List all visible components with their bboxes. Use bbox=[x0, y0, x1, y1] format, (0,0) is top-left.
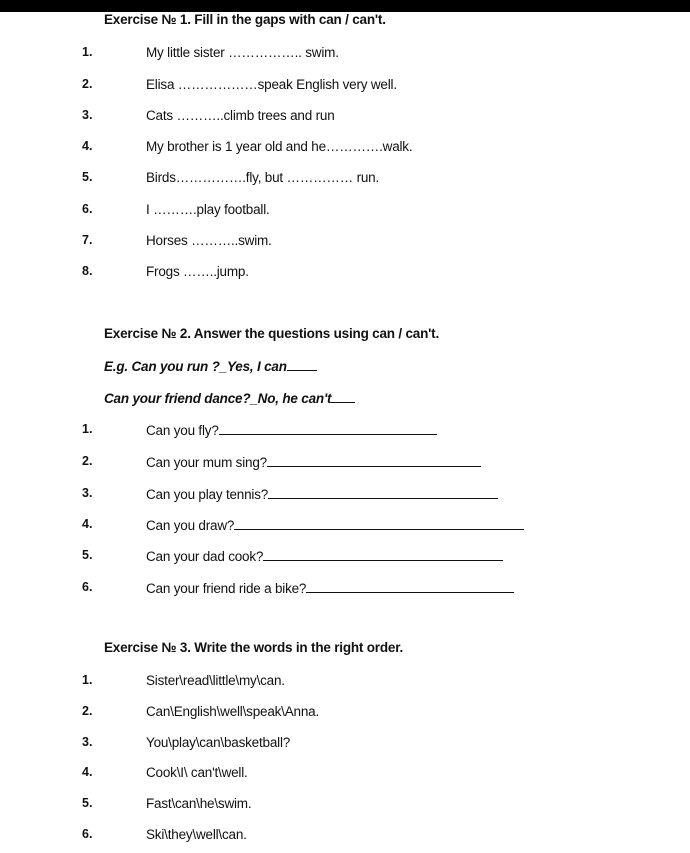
ex1-item bbox=[0, 264, 690, 284]
example-1-text: E.g. Can you run ?_Yes, I can bbox=[104, 359, 287, 374]
item-number: 3. bbox=[82, 486, 93, 500]
ex1-item bbox=[0, 233, 690, 253]
ex2-item bbox=[0, 486, 690, 506]
ex1-item bbox=[0, 139, 690, 159]
exercise-2-heading: Exercise № 2. Answer the questions using can / can't. bbox=[104, 326, 440, 341]
item-text: Ski\they\well\can. bbox=[146, 827, 247, 842]
item-number: 8. bbox=[82, 264, 93, 278]
item-number: 5. bbox=[82, 548, 93, 562]
item-text: Fast\can\he\swim. bbox=[146, 796, 252, 811]
example-line-1 bbox=[104, 358, 317, 374]
item-number: 2. bbox=[82, 454, 93, 468]
question-text: Can your friend ride a bike? bbox=[146, 581, 307, 596]
item-text: Can\English\well\speak\Anna. bbox=[146, 704, 320, 719]
question-text: Can you play tennis? bbox=[146, 487, 269, 502]
example-2-text: Can your friend dance?_No, he can't bbox=[104, 391, 332, 406]
ex1-item bbox=[0, 77, 690, 97]
item-number: 4. bbox=[82, 139, 93, 153]
ex1-item bbox=[0, 45, 690, 65]
item-text: Cook\I\ can't\well. bbox=[146, 765, 248, 780]
item-number: 2. bbox=[82, 77, 93, 91]
ex2-item bbox=[0, 580, 690, 600]
ex3-item bbox=[0, 735, 690, 755]
ex2-item bbox=[0, 454, 690, 474]
ex3-item bbox=[0, 827, 690, 847]
answer-line[interactable] bbox=[219, 422, 437, 435]
item-number: 6. bbox=[82, 827, 93, 841]
ex1-item bbox=[0, 202, 690, 222]
item-text: My little sister …………….. swim. bbox=[146, 45, 339, 60]
item-text: My brother is 1 year old and he………….walk. bbox=[146, 139, 413, 154]
item-number: 1. bbox=[82, 673, 93, 687]
item-text: You\play\can\basketball? bbox=[146, 735, 291, 750]
answer-line[interactable] bbox=[234, 517, 524, 530]
ex3-item bbox=[0, 765, 690, 785]
ex2-item bbox=[0, 422, 690, 442]
item-number: 4. bbox=[82, 517, 93, 531]
item-number: 4. bbox=[82, 765, 93, 779]
question-text: Can your dad cook? bbox=[146, 549, 264, 564]
item-number: 6. bbox=[82, 580, 93, 594]
exercise-3-heading: Exercise № 3. Write the words in the right order. bbox=[104, 640, 404, 655]
item-number: 3. bbox=[82, 735, 93, 749]
answer-underline bbox=[331, 390, 355, 403]
item-number: 3. bbox=[82, 108, 93, 122]
answer-line[interactable] bbox=[267, 454, 481, 467]
item-text: Frogs ……..jump. bbox=[146, 264, 249, 279]
question-text: Can your mum sing? bbox=[146, 455, 267, 470]
ex2-item bbox=[0, 548, 690, 568]
item-number: 1. bbox=[82, 422, 93, 436]
item-number: 5. bbox=[82, 796, 93, 810]
item-text: Horses ………..swim. bbox=[146, 233, 272, 248]
ex2-item bbox=[0, 517, 690, 537]
answer-underline bbox=[287, 358, 317, 371]
item-number: 7. bbox=[82, 233, 93, 247]
ex3-item bbox=[0, 673, 690, 693]
top-black-bar bbox=[0, 0, 690, 12]
item-number: 1. bbox=[82, 45, 93, 59]
item-text: Sister\read\little\my\can. bbox=[146, 673, 285, 688]
item-number: 6. bbox=[82, 202, 93, 216]
answer-line[interactable] bbox=[268, 486, 498, 499]
answer-line[interactable] bbox=[263, 548, 503, 561]
question-text: Can you fly? bbox=[146, 423, 219, 438]
item-number: 2. bbox=[82, 704, 93, 718]
answer-line[interactable] bbox=[306, 580, 514, 593]
item-text: I ……….play football. bbox=[146, 202, 270, 217]
item-number: 5. bbox=[82, 170, 93, 184]
example-line-2 bbox=[104, 390, 355, 406]
ex3-item bbox=[0, 704, 690, 724]
ex1-item bbox=[0, 170, 690, 190]
ex3-item bbox=[0, 796, 690, 816]
item-text: Birds…………….fly, but …………… run. bbox=[146, 170, 380, 185]
question-text: Can you draw? bbox=[146, 518, 235, 533]
item-text: Cats ………..climb trees and run bbox=[146, 108, 335, 123]
exercise-1-heading: Exercise № 1. Fill in the gaps with can / can't. bbox=[104, 12, 386, 27]
ex1-item bbox=[0, 108, 690, 128]
item-text: Elisa ………………speak English very well. bbox=[146, 77, 397, 92]
